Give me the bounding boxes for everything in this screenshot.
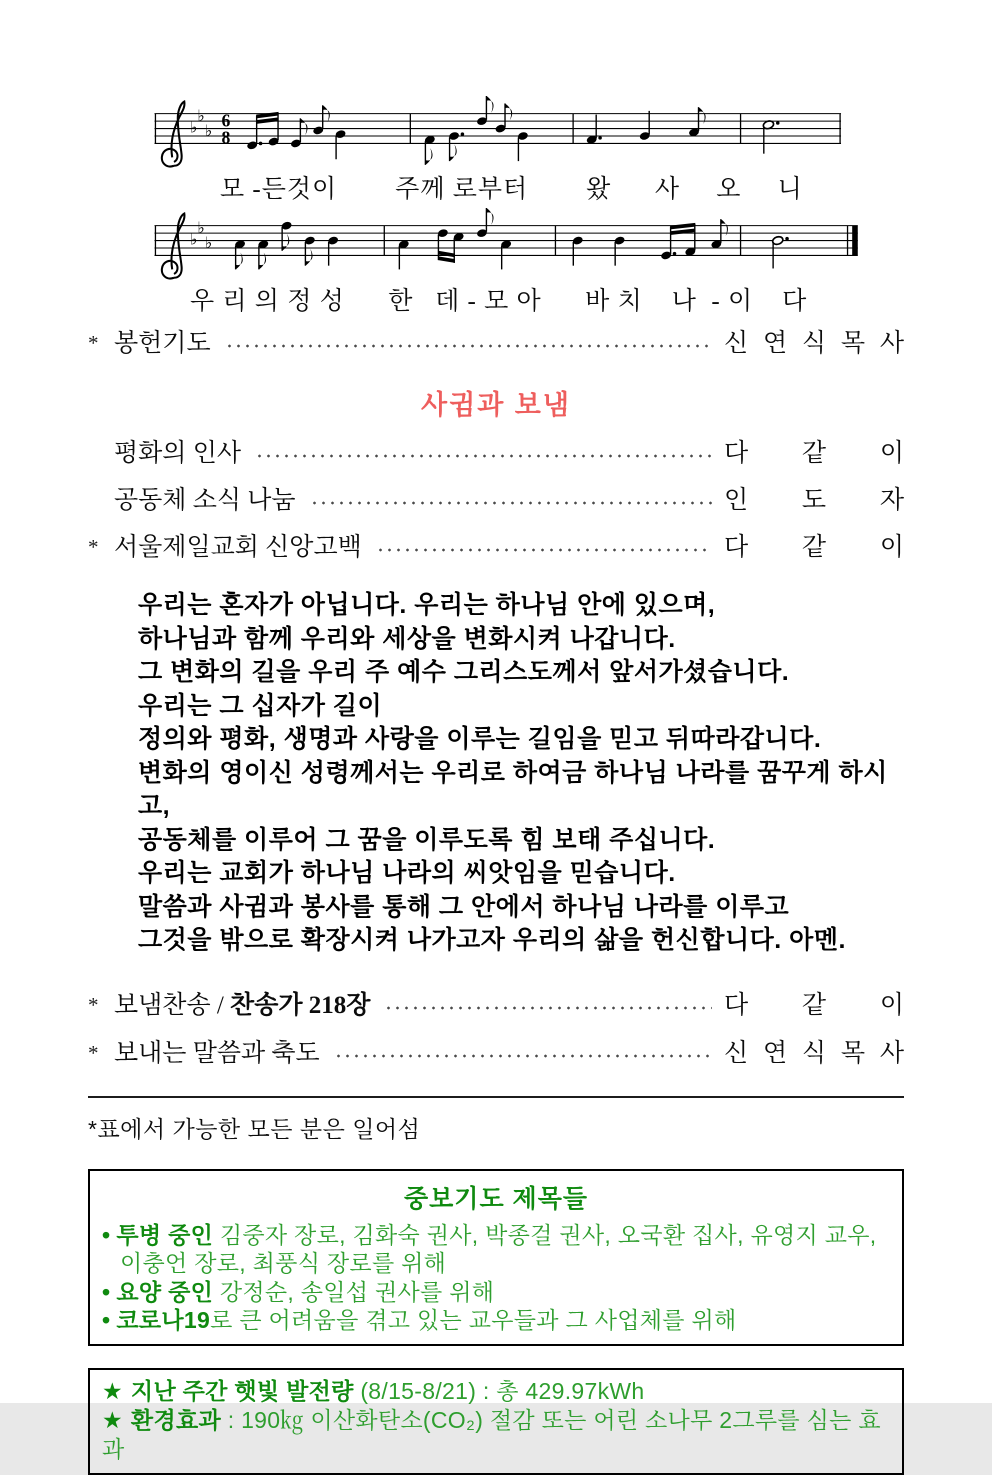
creed-line: 우리는 혼자가 아닙니다. 우리는 하나님 안에 있으며,	[138, 591, 716, 619]
intercessory-prayer-box	[88, 1169, 904, 1346]
measure-3-notes	[586, 107, 706, 145]
hymn-score	[128, 96, 888, 316]
liturgy-row-sending-hymn	[88, 990, 904, 1021]
liturgy-value: 다 같 이	[724, 440, 904, 467]
stand-asterisk: *	[88, 1040, 99, 1065]
liturgy-value: 신 연 식 목 사	[724, 330, 904, 357]
treble-clef-icon	[162, 214, 185, 279]
star-icon: ★	[102, 1377, 123, 1404]
liturgy-row-offering-prayer	[88, 328, 904, 359]
creed-line: 그것을 밖으로 확장시켜 나가고자 우리의 삶을 헌신합니다. 아멘.	[138, 926, 846, 954]
liturgy-value: 인 도 자	[724, 487, 904, 514]
flat-icon: ♭	[189, 229, 198, 249]
measure-2-notes	[424, 96, 529, 165]
liturgy-label-prefix: 보냄찬송 /	[114, 991, 231, 1019]
flat-icon: ♭	[189, 117, 198, 137]
time-signature	[221, 111, 230, 148]
creed-line: 우리는 그 십자가 길이	[138, 691, 383, 720]
staff-2	[128, 208, 888, 288]
dotted-leader	[225, 338, 712, 354]
prayer-item-sick: • 투병 중인 김중자 장로, 김화숙 권사, 박종걸 권사, 오국환 집사, 유영지 교우, 이충언 장로, 최풍식 장로를 위해	[102, 1221, 877, 1276]
flat-icon: ♭	[197, 218, 205, 238]
section-heading-fellowship-sending: 사귐과 보냄	[421, 390, 571, 420]
staff-1	[128, 96, 888, 176]
flat-icon: ♭	[197, 106, 205, 126]
measure-2-notes	[398, 208, 512, 269]
stand-asterisk: *	[88, 331, 99, 355]
creed-line: 공동체를 이루어 그 꿈을 이루도록 힘 보태 주십니다.	[138, 825, 716, 854]
measure-1-notes	[234, 221, 339, 270]
star-icon: ★	[102, 1406, 123, 1433]
liturgy-value: 다 같 이	[724, 534, 904, 561]
creed-line: 변화의 영이신 성령께서는 우리로 하여금 하나님 나라를 꿈꾸게 하시고,	[138, 758, 888, 820]
standing-footnote: *표에서 가능한 모든 분은 일어섬	[88, 1115, 421, 1142]
staff-lines	[155, 226, 858, 256]
stand-asterisk: *	[88, 992, 99, 1017]
bullet-icon: •	[102, 1307, 111, 1333]
liturgy-label: 서울제일교회 신앙고백	[114, 534, 362, 561]
flat-icon: ♭	[204, 233, 213, 252]
liturgy-label: 봉헌기도	[114, 330, 211, 357]
measure-4-notes	[762, 120, 779, 154]
creed-line: 정의와 평화, 생명과 사랑을 이루는 길임을 믿고 뒤따라갑니다.	[138, 725, 822, 753]
liturgy-value: 다 같 이	[724, 991, 904, 1019]
creed-line: 그 변화의 길을 우리 주 예수 그리스도께서 앞서가셨습니다.	[138, 658, 790, 686]
stand-asterisk: *	[88, 535, 99, 559]
confession-of-faith-text	[138, 589, 904, 958]
hymn-lyrics-line-1: 모 -든것이 주께 로부터 왔 사 오 니	[220, 176, 803, 203]
environment-effect-line: ★ 환경효과 : 190㎏ 이산화탄소(CO₂) 절감 또는 어린 소나무 2그루를 심는 효과	[102, 1406, 881, 1462]
svg-text:8: 8	[221, 127, 231, 148]
creed-line: 말씀과 사귐과 봉사를 통해 그 안에서 하나님 나라를 이루고	[138, 892, 790, 921]
dotted-leader	[376, 542, 712, 558]
liturgy-row-confession-of-faith	[88, 532, 904, 563]
liturgy-label: 평화의 인사	[114, 440, 242, 467]
creed-line: 우리는 교회가 하나님 나라의 씨앗임을 믿습니다.	[138, 859, 676, 887]
liturgy-label: 보내는 말씀과 축도	[114, 1039, 320, 1067]
creed-line: 하나님과 함께 우리와 세상을 변화시켜 나갑니다.	[138, 624, 676, 653]
liturgy-row-benediction	[88, 1038, 904, 1069]
prayer-item-covid: • 코로나19로 큰 어려움을 겪고 있는 교우들과 그 사업체를 위해	[102, 1307, 737, 1333]
solar-power-box	[88, 1368, 904, 1475]
flat-icon: ♭	[204, 121, 213, 140]
hymn-lyrics-line-2: 우 리 의 정 성 한 데 - 모 아 바 치 나 - 이 다	[190, 288, 808, 315]
liturgy-row-peace-greeting	[88, 438, 904, 469]
bullet-icon: •	[102, 1221, 111, 1248]
svg-text:6: 6	[221, 110, 231, 131]
key-signature	[190, 218, 212, 252]
key-signature	[190, 106, 212, 140]
treble-clef-icon	[162, 102, 185, 167]
liturgy-row-community-news	[88, 485, 904, 516]
dotted-leader	[384, 1000, 712, 1016]
liturgy-label: 공동체 소식 나눔	[114, 487, 296, 514]
final-double-bar	[852, 226, 858, 256]
divider-line	[88, 1096, 904, 1098]
dotted-leader	[334, 1048, 712, 1064]
bullet-icon: •	[102, 1278, 111, 1305]
prayer-item-nursing: • 요양 중인 강정순, 송일섭 권사를 위해	[102, 1278, 495, 1305]
dotted-leader	[255, 448, 712, 464]
dotted-leader	[310, 495, 712, 511]
prayer-box-title: 중보기도 제목들	[404, 1184, 588, 1213]
liturgy-value: 신 연 식 목 사	[724, 1039, 904, 1067]
solar-generation-line: ★ 지난 주간 햇빛 발전량 (8/15-8/21) : 총 429.97kWh	[102, 1377, 645, 1404]
hymn-number: 찬송가 218장	[230, 991, 371, 1019]
